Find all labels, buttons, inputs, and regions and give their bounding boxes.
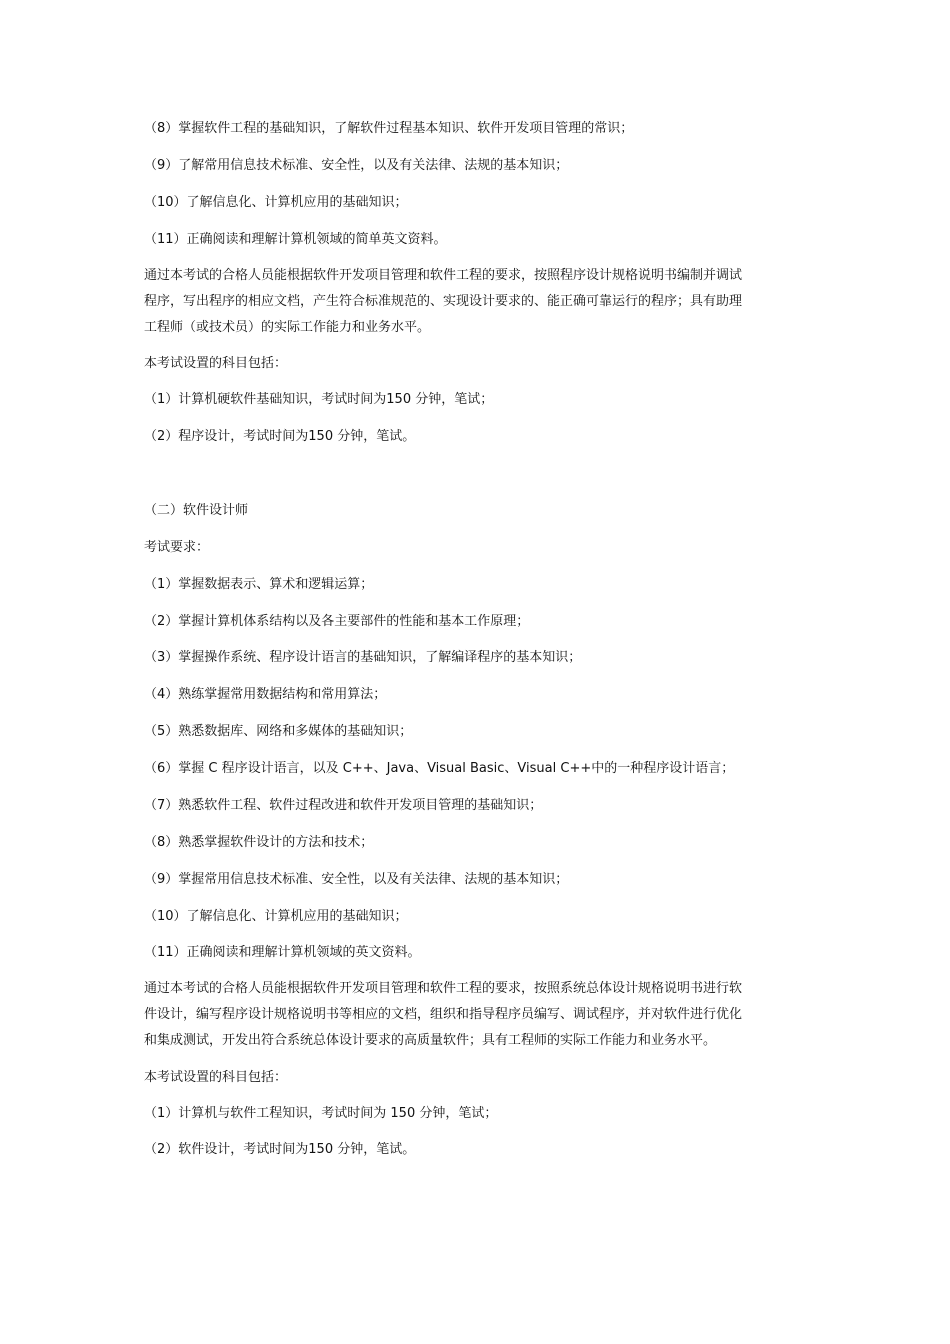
summary-paragraph	[144, 263, 834, 341]
requirements-intro: 考试要求：	[144, 540, 210, 555]
requirement-item: （10）了解信息化、计算机应用的基础知识；	[144, 909, 408, 924]
summary-line: 通过本考试的合格人员能根据软件开发项目管理和软件工程的要求，按照系统总体设计规格说明书进行软	[144, 981, 743, 996]
requirement-item: （11）正确阅读和理解计算机领域的英文资料。	[144, 945, 421, 960]
requirement-item: （1）掌握数据表示、算术和逻辑运算；	[144, 577, 374, 592]
requirement-item: （5）熟悉数据库、网络和多媒体的基础知识；	[144, 724, 413, 739]
summary-line: 和集成测试，开发出符合系统总体设计要求的高质量软件；具有工程师的实际工作能力和业务水平。	[144, 1033, 717, 1048]
requirement-item: （6）掌握 C 程序设计语言，以及 C++、Java、Visual Basic、Visual C++中的一种程序设计语言；	[144, 761, 735, 776]
subject-item: （2）程序设计，考试时间为150 分钟，笔试。	[144, 429, 416, 444]
requirement-item: （10）了解信息化、计算机应用的基础知识；	[144, 195, 408, 210]
summary-line: 程序，写出程序的相应文档，产生符合标准规范的、实现设计要求的、能正确可靠运行的程序；具有助理	[144, 294, 743, 309]
subject-item: （2）软件设计，考试时间为150 分钟，笔试。	[144, 1142, 416, 1157]
subjects-intro: 本考试设置的科目包括：	[144, 1070, 288, 1085]
requirement-item: （11）正确阅读和理解计算机领域的简单英文资料。	[144, 232, 447, 247]
subject-item: （1）计算机硬软件基础知识，考试时间为150 分钟，笔试；	[144, 392, 494, 407]
summary-paragraph	[144, 976, 834, 1054]
section-heading: （二）软件设计师	[144, 503, 249, 518]
summary-line: 通过本考试的合格人员能根据软件开发项目管理和软件工程的要求，按照程序设计规格说明书编制并调试	[144, 268, 743, 283]
requirement-item: （3）掌握操作系统、程序设计语言的基础知识，了解编译程序的基本知识；	[144, 650, 582, 665]
requirement-item: （9）了解常用信息技术标准、安全性，以及有关法律、法规的基本知识；	[144, 158, 569, 173]
subjects-intro: 本考试设置的科目包括：	[144, 356, 288, 371]
requirement-item: （4）熟练掌握常用数据结构和常用算法；	[144, 687, 387, 702]
summary-line: 件设计，编写程序设计规格说明书等相应的文档，组织和指导程序员编写、调试程序，并对软件进行优化	[144, 1007, 743, 1022]
requirement-item: （9）掌握常用信息技术标准、安全性，以及有关法律、法规的基本知识；	[144, 872, 569, 887]
requirement-item: （8）掌握软件工程的基础知识，了解软件过程基本知识、软件开发项目管理的常识；	[144, 121, 634, 136]
requirement-item: （2）掌握计算机体系结构以及各主要部件的性能和基本工作原理；	[144, 614, 530, 629]
summary-line: 工程师（或技术员）的实际工作能力和业务水平。	[144, 320, 431, 335]
subject-item: （1）计算机与软件工程知识，考试时间为 150 分钟，笔试；	[144, 1106, 498, 1121]
requirement-item: （8）熟悉掌握软件设计的方法和技术；	[144, 835, 374, 850]
requirement-item: （7）熟悉软件工程、软件过程改进和软件开发项目管理的基础知识；	[144, 798, 543, 813]
